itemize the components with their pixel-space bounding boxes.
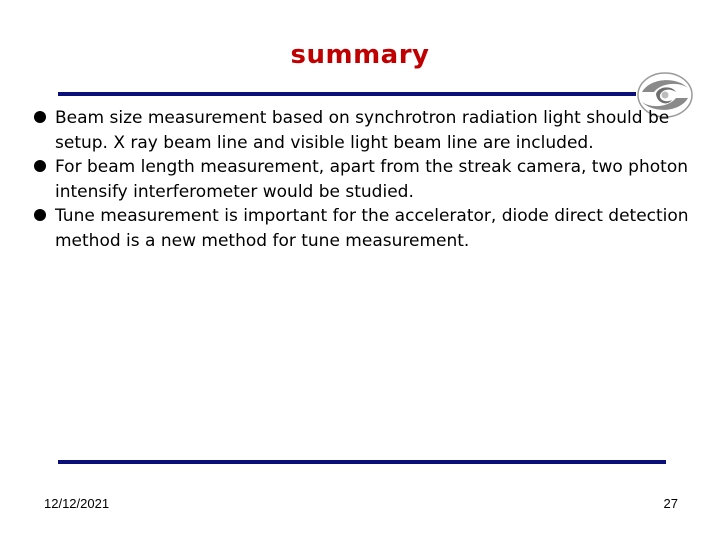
- summary-bullet-list: [34, 106, 694, 253]
- footer-divider-line: [58, 460, 666, 464]
- filled-circle-bullet-icon: [34, 160, 46, 172]
- bullet-text: Beam size measurement based on synchrotron radiation light should be setup. X ray beam line and visible light beam line are included.: [55, 108, 670, 153]
- bullet-item: [34, 155, 694, 204]
- bullet-text: Tune measurement is important for the accelerator, diode direct detection method is a new method for tune measurement.: [55, 206, 689, 251]
- page-number: 27: [663, 496, 678, 511]
- slide-title: summary: [290, 40, 430, 70]
- bullet-text: For beam length measurement, apart from the streak camera, two photon intensify interferometer would be studied.: [55, 157, 688, 202]
- title-divider-line: [58, 92, 636, 96]
- footer-date: 12/12/2021: [44, 496, 110, 511]
- bullet-item: [34, 106, 694, 155]
- bullet-item: [34, 204, 694, 253]
- filled-circle-bullet-icon: [34, 111, 46, 123]
- filled-circle-bullet-icon: [34, 209, 46, 221]
